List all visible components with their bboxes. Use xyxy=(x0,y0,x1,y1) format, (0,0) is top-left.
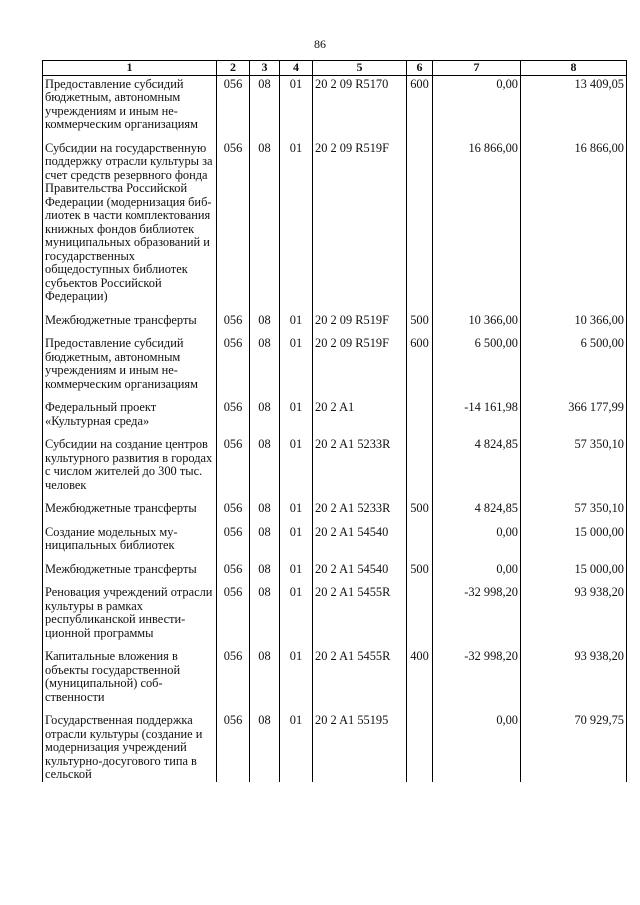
table-row xyxy=(43,312,627,336)
ministry-code-cell: 056 xyxy=(217,524,250,561)
ministry-code-cell: 056 xyxy=(217,561,250,585)
subsection-code-cell: 01 xyxy=(280,584,313,648)
target-article-cell: 20 2 09 R5170 xyxy=(313,75,407,140)
row-name-cell: Предоставление субсидий бюджетным, автономным учреждениям и иным некоммерческим организациям xyxy=(43,335,217,399)
total-amount-cell: 70 929,75 xyxy=(521,712,627,782)
change-amount-cell: -14 161,98 xyxy=(433,399,521,436)
row-name-cell: Капитальные вложения в объекты государственной (муниципальной) собственности xyxy=(43,648,217,712)
target-article-cell: 20 2 A1 55195 xyxy=(313,712,407,782)
row-name-cell: Реновация учреждений отрасли культуры в рамках республиканской инвестиционной программы xyxy=(43,584,217,648)
table-row xyxy=(43,335,627,399)
change-amount-cell: 0,00 xyxy=(433,712,521,782)
target-article-cell: 20 2 09 R519F xyxy=(313,312,407,336)
ministry-code-cell: 056 xyxy=(217,500,250,524)
subsection-code-cell: 01 xyxy=(280,524,313,561)
section-code-cell: 08 xyxy=(250,648,280,712)
expense-type-cell: 600 xyxy=(407,75,433,140)
target-article-cell: 20 2 A1 54540 xyxy=(313,561,407,585)
row-name-cell: Субсидии на государственную поддержку отрасли культуры за счет средств резервного фонда Правительства Российской Федерации (модернизация библиотек в части комплектования книжных фондов библиотек муниципальных образований и государственных общедоступных библиотек субъектов Российской Федерации) xyxy=(43,140,217,312)
target-article-cell: 20 2 A1 54540 xyxy=(313,524,407,561)
column-header: 8 xyxy=(521,61,627,76)
ministry-code-cell: 056 xyxy=(217,312,250,336)
ministry-code-cell: 056 xyxy=(217,399,250,436)
section-code-cell: 08 xyxy=(250,584,280,648)
expense-type-cell xyxy=(407,399,433,436)
column-header: 6 xyxy=(407,61,433,76)
total-amount-cell: 16 866,00 xyxy=(521,140,627,312)
subsection-code-cell: 01 xyxy=(280,140,313,312)
total-amount-cell: 10 366,00 xyxy=(521,312,627,336)
subsection-code-cell: 01 xyxy=(280,712,313,782)
ministry-code-cell: 056 xyxy=(217,140,250,312)
change-amount-cell: 0,00 xyxy=(433,75,521,140)
column-header: 4 xyxy=(280,61,313,76)
table-row xyxy=(43,399,627,436)
section-code-cell: 08 xyxy=(250,399,280,436)
change-amount-cell: 16 866,00 xyxy=(433,140,521,312)
target-article-cell: 20 2 A1 5455R xyxy=(313,648,407,712)
section-code-cell: 08 xyxy=(250,561,280,585)
expense-type-cell xyxy=(407,140,433,312)
total-amount-cell: 57 350,10 xyxy=(521,436,627,500)
change-amount-cell: -32 998,20 xyxy=(433,648,521,712)
change-amount-cell: -32 998,20 xyxy=(433,584,521,648)
ministry-code-cell: 056 xyxy=(217,712,250,782)
total-amount-cell: 15 000,00 xyxy=(521,524,627,561)
table-row xyxy=(43,500,627,524)
table-row xyxy=(43,584,627,648)
column-header: 7 xyxy=(433,61,521,76)
section-code-cell: 08 xyxy=(250,335,280,399)
expense-type-cell xyxy=(407,436,433,500)
target-article-cell: 20 2 A1 xyxy=(313,399,407,436)
table-row xyxy=(43,648,627,712)
page-number: 86 xyxy=(314,37,326,51)
change-amount-cell: 4 824,85 xyxy=(433,500,521,524)
row-name-cell: Субсидии на создание центров культурного развития в городах с числом жителей до 300 тыс. человек xyxy=(43,436,217,500)
subsection-code-cell: 01 xyxy=(280,648,313,712)
column-header: 1 xyxy=(43,61,217,76)
ministry-code-cell: 056 xyxy=(217,75,250,140)
expense-type-cell xyxy=(407,524,433,561)
row-name-cell: Межбюджетные трансферты xyxy=(43,312,217,336)
table-row xyxy=(43,524,627,561)
subsection-code-cell: 01 xyxy=(280,335,313,399)
section-code-cell: 08 xyxy=(250,500,280,524)
change-amount-cell: 10 366,00 xyxy=(433,312,521,336)
table-row xyxy=(43,75,627,140)
expense-type-cell: 400 xyxy=(407,648,433,712)
expense-type-cell xyxy=(407,584,433,648)
total-amount-cell: 15 000,00 xyxy=(521,561,627,585)
total-amount-cell: 366 177,99 xyxy=(521,399,627,436)
ministry-code-cell: 056 xyxy=(217,436,250,500)
row-name-cell: Федеральный проект «Культурная среда» xyxy=(43,399,217,436)
row-name-cell: Создание модельных муниципальных библиотек xyxy=(43,524,217,561)
ministry-code-cell: 056 xyxy=(217,648,250,712)
table-row xyxy=(43,561,627,585)
column-header: 2 xyxy=(217,61,250,76)
section-code-cell: 08 xyxy=(250,312,280,336)
expense-type-cell: 500 xyxy=(407,312,433,336)
row-name-cell: Государственная поддержка отрасли культуры (создание и модернизация учреждений культурно-досугового типа в сельской xyxy=(43,712,217,782)
subsection-code-cell: 01 xyxy=(280,561,313,585)
section-code-cell: 08 xyxy=(250,712,280,782)
change-amount-cell: 0,00 xyxy=(433,524,521,561)
expense-type-cell: 500 xyxy=(407,500,433,524)
total-amount-cell: 13 409,05 xyxy=(521,75,627,140)
table-header-row xyxy=(43,61,627,76)
expense-type-cell: 600 xyxy=(407,335,433,399)
section-code-cell: 08 xyxy=(250,436,280,500)
subsection-code-cell: 01 xyxy=(280,399,313,436)
target-article-cell: 20 2 09 R519F xyxy=(313,140,407,312)
expense-type-cell: 500 xyxy=(407,561,433,585)
column-header: 5 xyxy=(313,61,407,76)
total-amount-cell: 57 350,10 xyxy=(521,500,627,524)
row-name-cell: Межбюджетные трансферты xyxy=(43,500,217,524)
ministry-code-cell: 056 xyxy=(217,584,250,648)
table-row xyxy=(43,712,627,782)
section-code-cell: 08 xyxy=(250,524,280,561)
change-amount-cell: 0,00 xyxy=(433,561,521,585)
ministry-code-cell: 056 xyxy=(217,335,250,399)
target-article-cell: 20 2 09 R519F xyxy=(313,335,407,399)
total-amount-cell: 93 938,20 xyxy=(521,584,627,648)
column-header: 3 xyxy=(250,61,280,76)
budget-table xyxy=(42,60,627,782)
change-amount-cell: 4 824,85 xyxy=(433,436,521,500)
change-amount-cell: 6 500,00 xyxy=(433,335,521,399)
row-name-cell: Межбюджетные трансферты xyxy=(43,561,217,585)
subsection-code-cell: 01 xyxy=(280,500,313,524)
target-article-cell: 20 2 A1 5233R xyxy=(313,436,407,500)
total-amount-cell: 6 500,00 xyxy=(521,335,627,399)
target-article-cell: 20 2 A1 5455R xyxy=(313,584,407,648)
section-code-cell: 08 xyxy=(250,140,280,312)
total-amount-cell: 93 938,20 xyxy=(521,648,627,712)
expense-type-cell xyxy=(407,712,433,782)
table-row xyxy=(43,140,627,312)
subsection-code-cell: 01 xyxy=(280,75,313,140)
subsection-code-cell: 01 xyxy=(280,436,313,500)
row-name-cell: Предоставление субсидий бюджетным, автономным учреждениям и иным некоммерческим организациям xyxy=(43,75,217,140)
subsection-code-cell: 01 xyxy=(280,312,313,336)
section-code-cell: 08 xyxy=(250,75,280,140)
table-row xyxy=(43,436,627,500)
target-article-cell: 20 2 A1 5233R xyxy=(313,500,407,524)
